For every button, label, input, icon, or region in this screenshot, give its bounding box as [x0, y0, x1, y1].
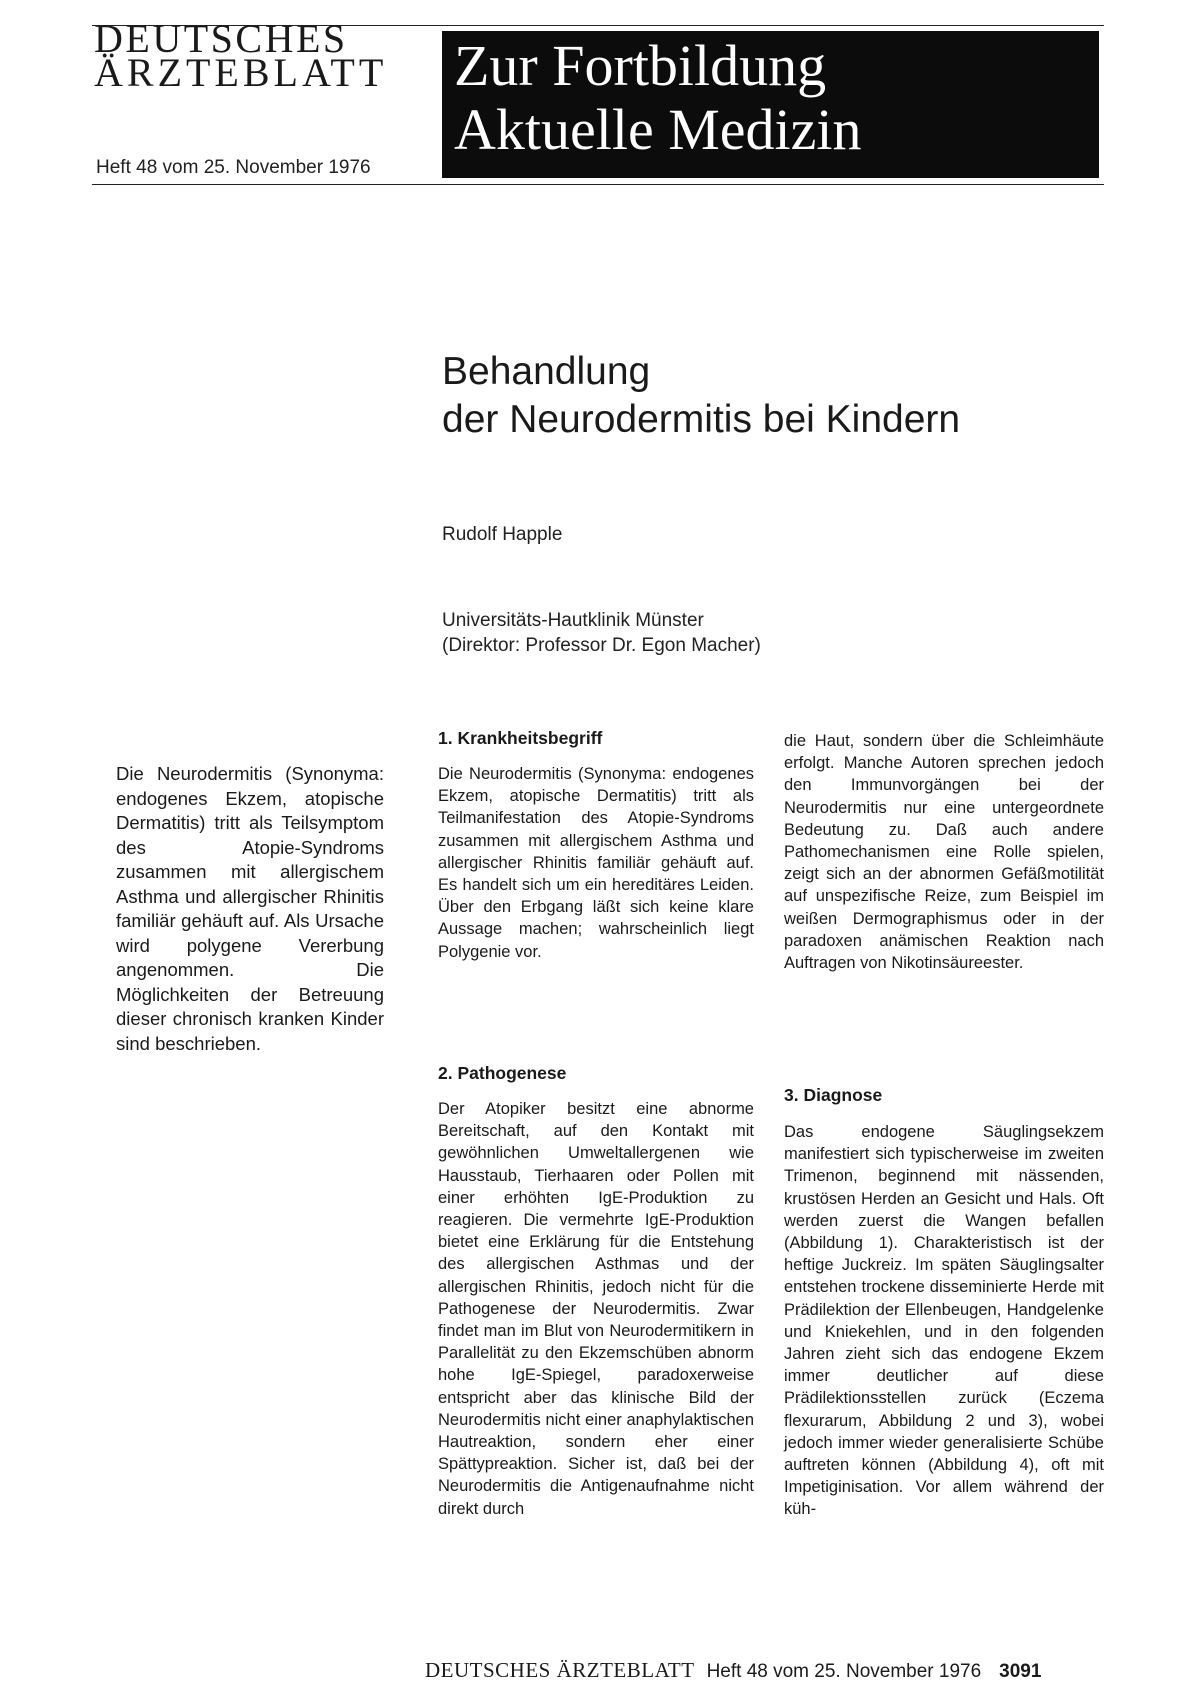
article-author: Rudolf Happle: [442, 524, 563, 545]
section-heading-krankheitsbegriff: 1. Krankheitsbegriff: [438, 728, 603, 748]
section-banner-text: [454, 34, 862, 162]
banner-line2: Aktuelle Medizin: [454, 97, 862, 162]
article-affiliation: [442, 608, 761, 658]
banner-line1: Zur Fortbildung: [454, 33, 827, 98]
section-text-diagnose: Das endogene Säuglingsekzem manifestiert sich typischerweise im zweiten Trimenon, beginnend mit nässenden, krustösen Herden an Gesicht und Hals. Oft werden zuerst die Wangen befallen (Abbildung 1). Charakteristisch ist der heftige Juckreiz. Im späten Säuglingsalter entstehen trockene disseminierte Herde mit Prädilektion der Ellenbeugen, Handgelenke und Kniekehlen, und in den folgenden Jahren zieht sich das endogene Ekzem immer deutlicher auf diese Prädilektionsstellen zurück (Eczema flexurarum, Abbildung 2 und 3), wobei jedoch immer wieder generalisierte Schübe auftreten können (Abbildung 4), oft mit Impetiginisation. Vor allem während der küh-: [784, 1123, 1104, 1519]
issue-date: Heft 48 vom 25. November 1976: [96, 157, 371, 178]
section-text-pathogenese: Der Atopiker besitzt eine abnorme Bereitschaft, auf den Kontakt mit gewöhnlichen Umweltallergenen wie Hausstaub, Tierhaaren oder Pollen mit einer erhöhten IgE-Produktion zu reagieren. Die vermehrte IgE-Produktion bietet eine Erklärung für die Entstehung des allergischen Asthmas und der allergischen Rhinitis, jedoch nicht für die Pathogenese der Neurodermitis. Zwar findet man im Blut von Neurodermitikern in Parallelität zu den Ekzemschüben abnorm hohe IgE-Spiegel, paradoxerweise entspricht aber das klinische Bild der Neurodermitis nicht einer anaphylaktischen Hautreaktion, sondern eher einer Spättypreaktion. Sicher ist, daß bei der Neurodermitis die Antigenaufnahme nicht direkt durch: [438, 1100, 754, 1518]
article-title: [442, 348, 960, 444]
section-heading-diagnose: 3. Diagnose: [784, 1085, 883, 1105]
section-text-krankheitsbegriff: Die Neurodermitis (Synonyma: endogenes Ekzem, atopische Dermatitis) tritt als Teilmanifestation des Atopie-Syndroms zusammen mit allergischem Asthma und allergischer Rhinitis familiär gehäuft auf. Es handelt sich um ein hereditäres Leiden. Über den Erbgang läßt sich keine klare Aussage machen; wahrscheinlich liegt Polygenie vor.: [438, 765, 754, 961]
journal-logo: [94, 16, 434, 95]
article-title-line2: der Neurodermitis bei Kindern: [442, 398, 961, 441]
footer-issue: Heft 48 vom 25. November 1976: [706, 1661, 982, 1682]
affiliation-line2: (Direktor: Professor Dr. Egon Macher): [442, 635, 761, 656]
affiliation-line1: Universitäts-Hautklinik Münster: [442, 610, 704, 631]
page-footer: [425, 1658, 1041, 1683]
footer-journal: DEUTSCHES ÄRZTEBLATT: [425, 1658, 695, 1682]
section-heading-pathogenese: 2. Pathogenese: [438, 1063, 567, 1083]
journal-logo-line2: ÄRZTEBLATT: [94, 50, 388, 95]
section-text-pathogenese-continued: die Haut, sondern über die Schleimhäute erfolgt. Manche Autoren sprechen jedoch den Immunvorgängen bei der Neurodermitis nur eine untergeordnete Bedeutung zu. Daß auch andere Pathomechanismen eine Rolle spielen, zeigt sich an der abnormen Gefäßmotilität auf unspezifische Reize, zum Beispiel im weißen Dermographismus oder in der paradoxen anämischen Reaktion nach Auftragen von Nikotinsäureester.: [784, 732, 1104, 973]
journal-logo-line1: DEUTSCHES: [94, 16, 348, 61]
article-abstract: Die Neurodermitis (Synonyma: endogenes Ekzem, atopische Dermatitis) tritt als Teilsymptom des Atopie-Syndroms zusammen mit allergischem Asthma und allergischer Rhinitis familiär gehäuft auf. Als Ursache wird polygene Vererbung angenommen. Die Möglichkeiten der Betreuung dieser chronisch kranken Kinder sind beschrieben.: [116, 763, 384, 1054]
footer-page-number: 3091: [999, 1661, 1042, 1682]
masthead-bottom-rule: [92, 184, 1104, 185]
article-title-line1: Behandlung: [442, 350, 651, 393]
